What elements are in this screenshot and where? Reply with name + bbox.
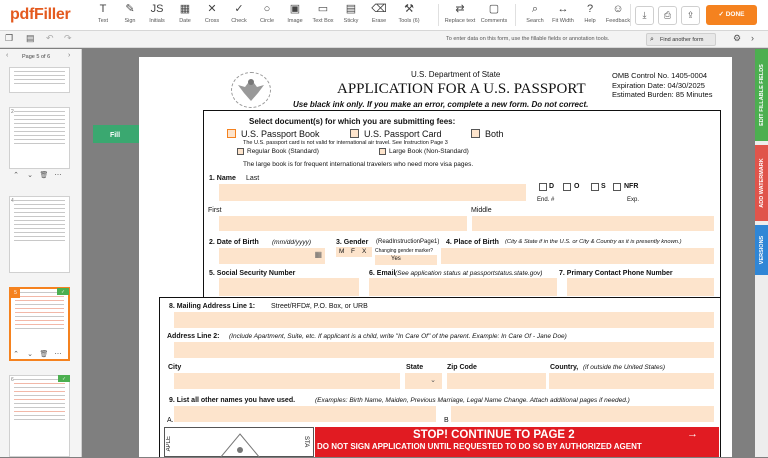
dob-question: 2. Date of Birth: [209, 239, 259, 246]
versions-tab[interactable]: [755, 225, 768, 275]
passport-card-checkbox[interactable]: [350, 129, 359, 138]
done-button[interactable]: ✓ DONE: [706, 5, 757, 25]
other-names-question: 9. List all other names you have used.: [169, 397, 296, 404]
collapse-chevron-icon[interactable]: ›: [751, 33, 754, 43]
edit-fillable-fields-tab[interactable]: [755, 49, 768, 141]
main-toolbar: [0, 0, 768, 31]
thumbnail-number: 5: [11, 289, 20, 298]
regular-book-label: Regular Book (Standard): [247, 148, 319, 155]
passport-card-label: U.S. Passport Card: [364, 129, 442, 139]
thumbnail-number: 2: [11, 109, 14, 115]
chevron-down-icon: ⌄: [430, 377, 436, 384]
zip-field[interactable]: [447, 373, 546, 389]
tool-label: Text: [97, 18, 109, 24]
email-question: 6. Email: [369, 270, 396, 277]
page-thumbnail[interactable]: [9, 375, 70, 457]
erase-icon: ⌫: [371, 3, 387, 15]
country-hint: (if outside the United States): [583, 364, 666, 371]
omb-control-number: OMB Control No. 1405-0004: [612, 71, 708, 80]
end-label: End. #: [537, 197, 555, 203]
other-names-hint: (Examples: Birth Name, Maiden, Previous Marriage, Legal Name Change. Attach additional pages if needed.): [315, 397, 630, 404]
exp-label: Exp.: [627, 197, 640, 203]
d-label: D: [549, 183, 555, 190]
stop-heading: STOP! CONTINUE TO PAGE 2: [413, 429, 575, 441]
gender-f: F: [351, 248, 355, 255]
trash-icon[interactable]: 🗑: [39, 172, 49, 179]
move-down-icon[interactable]: ⌄: [27, 172, 33, 179]
mailing-address-hint: Street/RFD#, P.O. Box, or URB: [271, 303, 368, 310]
tool-label: Fit Width: [552, 18, 574, 24]
country-field[interactable]: [549, 373, 714, 389]
gender-reference: (ReadInstructionPage1): [376, 239, 440, 245]
tool-label: Circle: [259, 18, 275, 24]
cross-icon: ✕: [207, 3, 217, 15]
large-book-checkbox[interactable]: [379, 148, 386, 155]
last-name-label: Last: [246, 175, 260, 182]
text-box-icon: ▭: [317, 3, 329, 15]
photo-guide-icon: [215, 430, 265, 458]
find-another-form-button[interactable]: [646, 33, 716, 46]
first-name-label: First: [208, 207, 222, 214]
sticky-icon: ▤: [345, 3, 357, 15]
tool-label: Date: [179, 18, 191, 24]
expiration-date: Expiration Date: 04/30/2025: [612, 81, 705, 90]
stop-subheading: DO NOT SIGN APPLICATION UNTIL REQUESTED TO DO SO BY AUTHORIZED AGENT: [317, 442, 642, 451]
form-title: APPLICATION FOR A U.S. PASSPORT: [337, 81, 586, 97]
search-icon: ⌕: [531, 3, 539, 15]
changing-gender-label: Changing gender marker?: [375, 248, 434, 254]
last-name-field[interactable]: [219, 184, 526, 201]
help-icon: ?: [586, 3, 594, 15]
trash-icon[interactable]: 🗑: [39, 351, 49, 358]
page-counter: Page 5 of 6: [22, 54, 51, 60]
page-thumbnail[interactable]: [9, 196, 70, 273]
page-thumbnail[interactable]: [9, 107, 70, 169]
first-name-field[interactable]: [219, 216, 467, 231]
thumbnail-number: 4: [11, 198, 14, 204]
large-book-note: The large book is for frequent international travelers who need more visa pages.: [243, 161, 474, 168]
tool-label: Check: [231, 18, 247, 24]
tool-label: Comments: [480, 18, 508, 24]
mailing-address-line1-field[interactable]: [174, 312, 714, 328]
other-name-b-label: B: [444, 417, 449, 424]
more-icon[interactable]: ⋯: [54, 351, 62, 358]
nfr-label: NFR: [624, 183, 639, 190]
photo-side-label: APLE: [166, 436, 172, 452]
right-tabs-strip: [755, 49, 768, 457]
chevron-left-icon[interactable]: ‹: [6, 52, 9, 59]
download-button[interactable]: ⤓: [635, 6, 654, 25]
city-field[interactable]: [174, 373, 400, 389]
dob-format-hint: (mm/dd/yyyy): [272, 239, 311, 246]
middle-name-field[interactable]: [472, 216, 714, 231]
photo-box: [164, 427, 314, 457]
email-hint: (See application status at passportstatus.state.gov): [395, 270, 543, 277]
phone-question: 7. Primary Contact Phone Number: [559, 270, 673, 277]
fit-width-icon: ↔: [557, 3, 569, 15]
toolbar-separator: [515, 4, 516, 26]
page-thumbnail[interactable]: [9, 67, 70, 93]
circle-icon: ○: [263, 3, 271, 15]
address-line2-field[interactable]: [174, 342, 714, 358]
tab-label: EDIT FILLABLE FIELDS: [758, 64, 765, 126]
tools-6-icon: ⚒: [404, 3, 414, 15]
initials-icon: JS: [150, 3, 164, 15]
tool-label: Sticky: [343, 18, 359, 24]
gender-question: 3. Gender: [336, 239, 369, 246]
birthplace-question: 4. Place of Birth: [446, 239, 499, 246]
feedback-icon: ☺: [612, 3, 624, 15]
o-checkbox[interactable]: [563, 183, 571, 191]
thumbnail-controls: [9, 350, 70, 361]
ssn-field[interactable]: [219, 278, 359, 296]
estimated-burden: Estimated Burden: 85 Minutes: [612, 90, 713, 99]
state-label: State: [406, 364, 424, 371]
fill-label: Fill: [109, 132, 121, 139]
ssn-question: 5. Social Security Number: [209, 270, 296, 277]
gender-x: X: [362, 248, 367, 255]
card-validity-note: The U.S. passport card is not valid for international air travel. See Instruction Page 3: [243, 140, 448, 146]
tool-label: Cross: [204, 18, 220, 24]
thumbnail-controls: [9, 171, 70, 182]
tool-label: Image: [287, 18, 303, 24]
tool-replace-text[interactable]: [443, 2, 477, 30]
o-label: O: [574, 183, 580, 190]
add-watermark-tab[interactable]: [755, 145, 768, 221]
tab-label: VERSIONS: [758, 235, 765, 265]
toolbar-separator: [438, 4, 439, 26]
both-label: Both: [485, 129, 504, 139]
tool-label: Initials: [149, 18, 165, 24]
d-checkbox[interactable]: [539, 183, 547, 191]
dob-field[interactable]: [219, 248, 325, 264]
passport-book-checkbox[interactable]: [227, 129, 236, 138]
tool-label: Help: [584, 18, 596, 24]
address-line2-hint: (Include Apartment, Suite, etc. If applicant is a child, write "In Care Of" of the parent. Example: In Care Of - Jane Doe): [229, 333, 567, 340]
calendar-icon[interactable]: ▦: [314, 250, 322, 259]
large-book-label: Large Book (Non-Standard): [389, 148, 469, 155]
passport-book-label: U.S. Passport Book: [241, 129, 320, 139]
tool-label: Sign: [124, 18, 136, 24]
fill-status-badge: ✓: [57, 288, 69, 295]
sign-icon: ✎: [125, 3, 135, 15]
move-up-icon[interactable]: ⌃: [13, 351, 19, 358]
fill-hint-text: To enter data on this form, use the fillable fields or annotation tools.: [446, 36, 610, 42]
address-line2-label: Address Line 2:: [167, 333, 220, 340]
birthplace-hint: (City & State if in the U.S. or City & Country as it is presently known.): [505, 239, 682, 245]
tool-label: Replace text: [444, 18, 476, 24]
tool-label: Tools (6): [398, 18, 420, 24]
middle-name-label: Middle: [471, 207, 492, 214]
other-name-a-label: A.: [167, 417, 174, 424]
arrow-right-icon: →: [687, 428, 698, 440]
city-label: City: [168, 364, 182, 371]
select-documents-heading: Select document(s) for which you are submitting fees:: [249, 117, 456, 126]
date-icon: ▦: [179, 3, 191, 15]
pages-panel-icon[interactable]: ❐: [5, 33, 14, 43]
check-icon: ✓: [234, 3, 244, 15]
document-page: [139, 57, 732, 457]
tool-tools-6[interactable]: [392, 2, 426, 30]
sub-toolbar: [0, 31, 768, 48]
gender-options[interactable]: [336, 247, 372, 257]
undo-icon[interactable]: ↶: [46, 33, 54, 43]
page-thumbnails-panel: [0, 49, 82, 457]
thumbnail-number: 6: [11, 377, 14, 383]
state-select[interactable]: [405, 373, 442, 389]
s-label: S: [601, 183, 606, 190]
phone-field[interactable]: [567, 278, 714, 296]
mailing-address-question: 8. Mailing Address Line 1:: [169, 303, 256, 310]
document-icon[interactable]: ▤: [26, 33, 35, 43]
redo-icon[interactable]: ↷: [64, 33, 72, 43]
both-checkbox[interactable]: [471, 129, 480, 138]
move-down-icon[interactable]: ⌄: [27, 351, 33, 358]
move-up-icon[interactable]: ⌃: [13, 172, 19, 179]
toolbar-separator: [630, 4, 631, 26]
tool-label: Text Box: [312, 18, 334, 24]
s-checkbox[interactable]: [591, 183, 599, 191]
tool-label: Feedback: [605, 18, 631, 24]
gender-change-yes-field[interactable]: [375, 255, 437, 265]
tool-label: Erase: [371, 18, 387, 24]
state-department-seal: [231, 72, 271, 108]
nfr-checkbox[interactable]: [613, 183, 621, 191]
image-icon: ▣: [289, 3, 301, 15]
stop-banner: [315, 427, 719, 457]
find-another-form-label: Find another form: [660, 37, 704, 43]
birthplace-field[interactable]: [441, 248, 714, 264]
country-label: Country,: [550, 364, 579, 371]
yes-label: Yes: [391, 256, 401, 262]
fill-status-badge: ✓: [58, 375, 70, 382]
search-icon: ⌕: [650, 36, 654, 43]
chevron-right-icon[interactable]: ›: [68, 52, 71, 59]
tool-erase[interactable]: [362, 2, 396, 30]
replace-text-icon: ⇄: [455, 3, 465, 15]
text-icon: T: [99, 3, 107, 15]
print-button[interactable]: ⎙: [658, 6, 677, 25]
settings-gear-icon[interactable]: ⚙: [733, 33, 742, 43]
other-name-b-field[interactable]: [451, 406, 714, 422]
gender-m: M: [339, 248, 345, 255]
tab-label: ADD WATERMARK: [758, 158, 765, 208]
regular-book-checkbox[interactable]: [237, 148, 244, 155]
tool-comments[interactable]: [477, 2, 511, 30]
pdffiller-logo[interactable]: pdfFiller: [10, 6, 71, 23]
email-field[interactable]: [369, 278, 557, 296]
more-icon[interactable]: ⋯: [54, 172, 62, 179]
department-heading: U.S. Department of State: [411, 70, 501, 79]
photo-side-label-right: STA: [303, 436, 309, 448]
name-question: 1. Name: [209, 175, 236, 182]
other-name-a-field[interactable]: [174, 406, 436, 422]
comments-icon: ▢: [488, 3, 500, 15]
ink-instruction: Use black ink only. If you make an error, complete a new form. Do not correct.: [293, 100, 589, 109]
tool-label: Search: [526, 18, 544, 24]
share-button[interactable]: ⇪: [681, 6, 700, 25]
zip-label: Zip Code: [447, 364, 477, 371]
